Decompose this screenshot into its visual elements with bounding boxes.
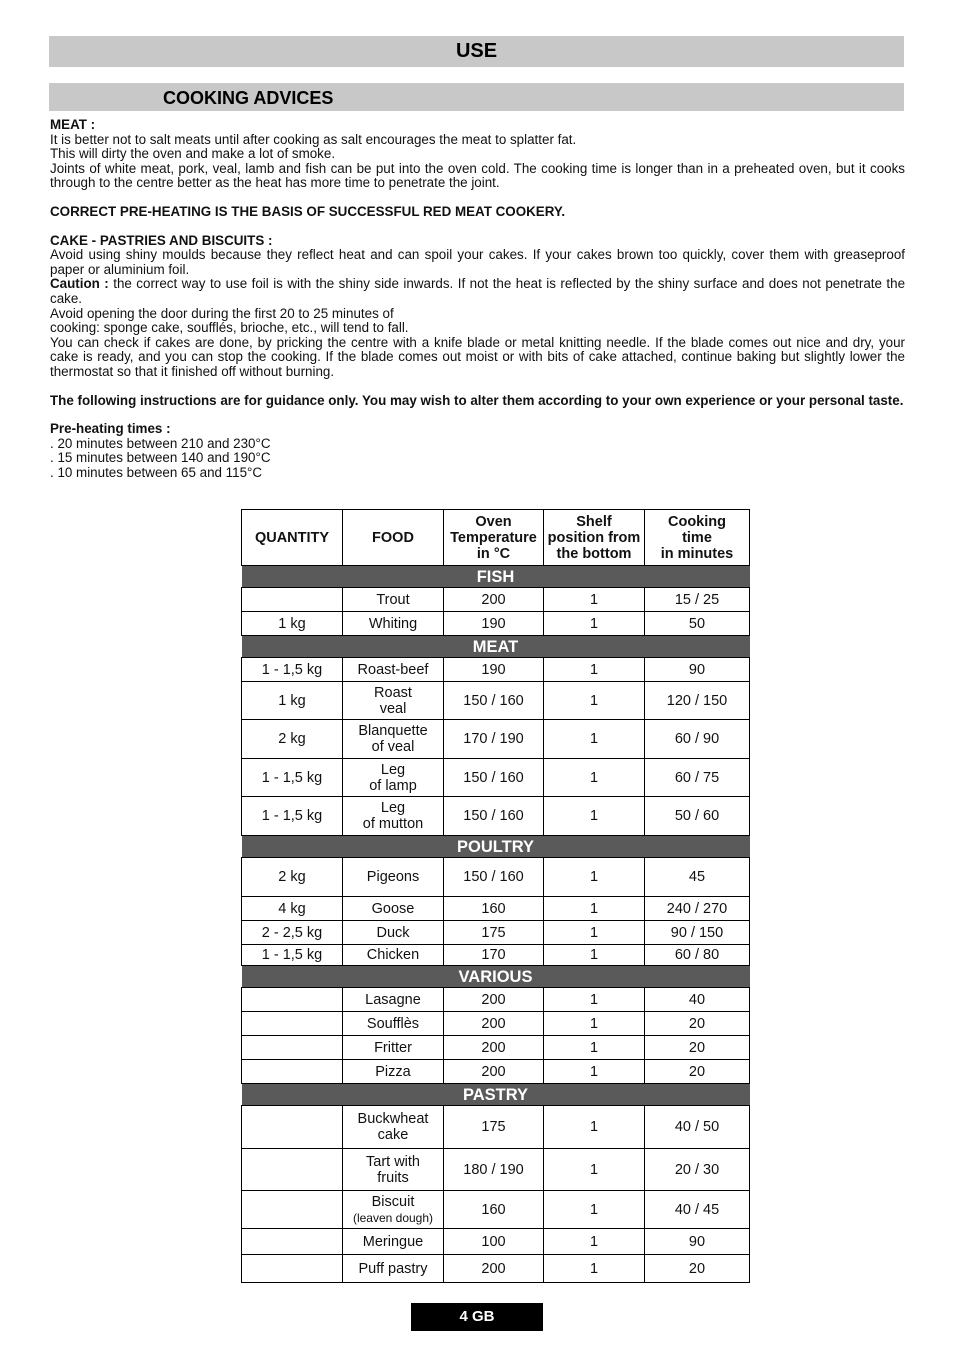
table-cell: 1 — [544, 797, 645, 836]
table-cell: 180 / 190 — [444, 1149, 544, 1191]
table-cell: 200 — [444, 1036, 544, 1060]
table-cell: 175 — [444, 1106, 544, 1149]
table-cell: 20 — [645, 1036, 750, 1060]
column-header: Cooking time in minutes — [645, 510, 750, 566]
table-cell: 1 — [544, 858, 645, 897]
table-cell: Meringue — [343, 1229, 444, 1255]
table-cell: 1 — [544, 588, 645, 612]
table-cell: 200 — [444, 1012, 544, 1036]
table-cell: 1 - 1,5 kg — [242, 658, 343, 682]
meat-paragraph-2: This will dirty the oven and make a lot of smoke. — [50, 146, 336, 162]
table-row — [242, 945, 750, 966]
table-cell: 1 — [544, 1229, 645, 1255]
table-cell: 40 — [645, 988, 750, 1012]
table-cell: Buckwheat cake — [343, 1106, 444, 1149]
table-cell: 40 / 50 — [645, 1106, 750, 1149]
category-row — [242, 1084, 750, 1106]
meat-paragraph-1: It is better not to salt meats until after cooking as salt encourages the meat to splatter fat. — [50, 131, 577, 147]
cake-paragraph-4: You can check if cakes are done, by pricking the centre with a knife blade or metal knitting needle. If the blade comes out nice and dry, your cake is ready, and you can stop the cooking. If the blade comes out moist or with bits of cake attached, continue baking but slightly lower the thermostat so that it finished off without burning. — [50, 334, 905, 379]
table-cell: 15 / 25 — [645, 588, 750, 612]
table-cell: Whiting — [343, 612, 444, 636]
table-cell: 1 — [544, 897, 645, 921]
category-label: MEAT — [242, 636, 750, 658]
table-cell: 1 — [544, 1060, 645, 1084]
table-cell: 1 — [544, 1036, 645, 1060]
cake-paragraph-2: Avoid opening the door during the first 20 to 25 minutes of — [50, 305, 394, 321]
table-cell: 240 / 270 — [645, 897, 750, 921]
column-header: FOOD — [343, 510, 444, 566]
table-cell: Roast-beef — [343, 658, 444, 682]
cooking-table — [241, 509, 750, 1283]
table-cell: 20 — [645, 1255, 750, 1283]
table-cell: 150 / 160 — [444, 759, 544, 797]
section-title-band — [49, 83, 904, 111]
table-cell — [242, 988, 343, 1012]
table-cell: 1 — [544, 1191, 645, 1229]
table-cell: Roast veal — [343, 682, 444, 720]
instructions-text — [50, 118, 905, 480]
meat-heading: MEAT : — [50, 117, 96, 132]
table-cell: 160 — [444, 1191, 544, 1229]
table-cell: 1 — [544, 759, 645, 797]
section-title: COOKING ADVICES — [163, 88, 334, 108]
table-cell: Pizza — [343, 1060, 444, 1084]
table-cell: 50 — [645, 612, 750, 636]
table-cell: 1 — [544, 682, 645, 720]
table-row — [242, 897, 750, 921]
table-cell: Goose — [343, 897, 444, 921]
table-row — [242, 1255, 750, 1283]
table-row — [242, 1191, 750, 1229]
table-header-row — [242, 510, 750, 566]
table-cell: 1 — [544, 1255, 645, 1283]
caution-paragraph — [50, 277, 905, 306]
page-title: USE — [455, 40, 498, 62]
preheat-time-item: . 15 minutes between 140 and 190°C — [50, 450, 271, 466]
table-row — [242, 988, 750, 1012]
table-cell: Pigeons — [343, 858, 444, 897]
table-row — [242, 658, 750, 682]
table-row — [242, 1060, 750, 1084]
table-cell: 20 — [645, 1012, 750, 1036]
preheat-time-item: . 10 minutes between 65 and 115°C — [50, 464, 263, 480]
table-cell: 1 kg — [242, 612, 343, 636]
table-cell — [242, 1149, 343, 1191]
table-row — [242, 1149, 750, 1191]
table-cell: 170 / 190 — [444, 720, 544, 759]
table-cell: 100 — [444, 1229, 544, 1255]
table-row — [242, 858, 750, 897]
table-cell: Leg of lamp — [343, 759, 444, 797]
category-row — [242, 966, 750, 988]
preheat-time-item: . 20 minutes between 210 and 230°C — [50, 435, 271, 451]
table-cell — [242, 1255, 343, 1283]
table-cell: Lasagne — [343, 988, 444, 1012]
column-header: Oven Temperature in °C — [444, 510, 544, 566]
table-cell: 160 — [444, 897, 544, 921]
table-cell: 200 — [444, 1060, 544, 1084]
table-cell: Puff pastry — [343, 1255, 444, 1283]
table-row — [242, 1036, 750, 1060]
table-row — [242, 921, 750, 945]
table-cell: Tart with fruits — [343, 1149, 444, 1191]
table-cell: 1 — [544, 1106, 645, 1149]
table-cell: 120 / 150 — [645, 682, 750, 720]
table-cell: 1 — [544, 720, 645, 759]
table-cell: 60 / 80 — [645, 945, 750, 966]
table-cell: 1 — [544, 921, 645, 945]
category-label: VARIOUS — [242, 966, 750, 988]
table-row — [242, 1229, 750, 1255]
table-cell — [242, 1191, 343, 1229]
category-label: FISH — [242, 566, 750, 588]
table-cell: Duck — [343, 921, 444, 945]
table-row — [242, 1106, 750, 1149]
table-cell: Blanquette of veal — [343, 720, 444, 759]
category-row — [242, 566, 750, 588]
table-cell — [242, 1036, 343, 1060]
table-cell: 170 — [444, 945, 544, 966]
table-cell: 2 kg — [242, 858, 343, 897]
table-cell: 1 — [544, 612, 645, 636]
table-row — [242, 797, 750, 836]
table-cell — [242, 1012, 343, 1036]
table-cell: 1 — [544, 658, 645, 682]
table-cell: 175 — [444, 921, 544, 945]
table-cell: 150 / 160 — [444, 858, 544, 897]
table-cell: 1 - 1,5 kg — [242, 945, 343, 966]
table-cell: 190 — [444, 658, 544, 682]
cake-paragraph-1: Avoid using shiny moulds because they reflect heat and can spoil your cakes. If your cakes brown too quickly, cover them with greaseproof paper or aluminium foil. — [50, 247, 905, 277]
page-number: 4 GB — [459, 1308, 495, 1325]
cake-paragraph-3: cooking: sponge cake, soufflés, brioche, etc., will tend to fall. — [50, 320, 409, 336]
table-cell: 1 — [544, 1012, 645, 1036]
table-cell — [242, 588, 343, 612]
caution-text: the correct way to use foil is with the shiny side inwards. If not the heat is reflected by the shiny surface and does not penetrate the cake. — [50, 276, 906, 306]
preheat-statement: CORRECT PRE-HEATING IS THE BASIS OF SUCCESSFUL RED MEAT COOKERY. — [50, 203, 566, 219]
table-row — [242, 759, 750, 797]
table-row — [242, 588, 750, 612]
table-cell: 1 — [544, 945, 645, 966]
table-cell — [242, 1106, 343, 1149]
column-header: QUANTITY — [242, 510, 343, 566]
table-cell: 20 — [645, 1060, 750, 1084]
table-cell: 1 - 1,5 kg — [242, 797, 343, 836]
table-cell: Soufflès — [343, 1012, 444, 1036]
table-cell: 40 / 45 — [645, 1191, 750, 1229]
table-cell: Leg of mutton — [343, 797, 444, 836]
table-cell: 60 / 75 — [645, 759, 750, 797]
table-cell: Chicken — [343, 945, 444, 966]
meat-paragraph-3: Joints of white meat, pork, veal, lamb and fish can be put into the oven cold. The cooking time is longer than in a preheated oven, but it cooks through to the centre better as the heat has more time to penetrate the joint. — [50, 160, 905, 191]
table-cell — [242, 1229, 343, 1255]
page-number-badge — [411, 1303, 543, 1331]
table-cell: 200 — [444, 1255, 544, 1283]
table-body — [242, 566, 750, 1283]
table-cell: 90 / 150 — [645, 921, 750, 945]
table-cell — [242, 1060, 343, 1084]
table-cell: 1 — [544, 988, 645, 1012]
table-cell: 150 / 160 — [444, 797, 544, 836]
preheat-times-heading: Pre-heating times : — [50, 421, 171, 437]
table-cell: 1 - 1,5 kg — [242, 759, 343, 797]
category-label: PASTRY — [242, 1084, 750, 1106]
table-cell: 20 / 30 — [645, 1149, 750, 1191]
category-row — [242, 836, 750, 858]
table-cell: Trout — [343, 588, 444, 612]
column-header: Shelf position from the bottom — [544, 510, 645, 566]
table-cell: 2 kg — [242, 720, 343, 759]
table-cell: 200 — [444, 988, 544, 1012]
table-cell: Fritter — [343, 1036, 444, 1060]
table-cell: 2 - 2,5 kg — [242, 921, 343, 945]
table-cell: 1 kg — [242, 682, 343, 720]
table-row — [242, 1012, 750, 1036]
table-cell: 190 — [444, 612, 544, 636]
caution-label: Caution : — [50, 276, 109, 292]
table-row — [242, 682, 750, 720]
category-label: POULTRY — [242, 836, 750, 858]
table-cell: 1 — [544, 1149, 645, 1191]
page-title-band — [49, 36, 904, 67]
table-cell: 90 — [645, 1229, 750, 1255]
table-row — [242, 612, 750, 636]
table-cell: Biscuit (leaven dough) — [343, 1191, 444, 1229]
table-cell: 45 — [645, 858, 750, 897]
table-cell: 60 / 90 — [645, 720, 750, 759]
table-cell: 4 kg — [242, 897, 343, 921]
table-cell: 90 — [645, 658, 750, 682]
table-cell: 50 / 60 — [645, 797, 750, 836]
table-cell: 200 — [444, 588, 544, 612]
table-cell: 150 / 160 — [444, 682, 544, 720]
category-row — [242, 636, 750, 658]
guidance-statement: The following instructions are for guidance only. You may wish to alter them according to your own experience or your personal taste. — [50, 392, 904, 408]
table-row — [242, 720, 750, 759]
cake-heading: CAKE - PASTRIES AND BISCUITS : — [50, 232, 273, 248]
